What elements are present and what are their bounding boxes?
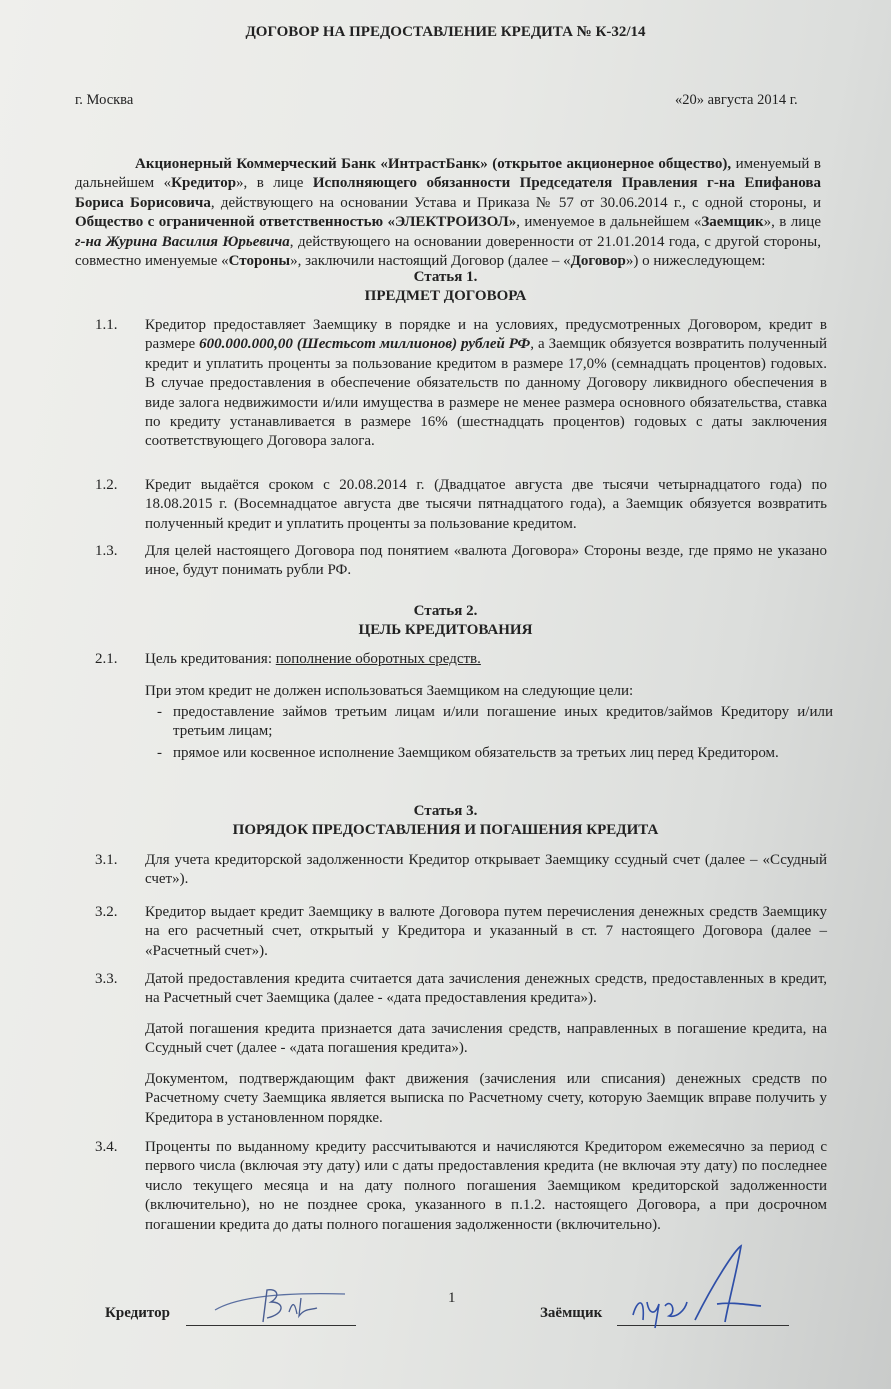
contract-term: Договор [570,253,626,270]
preamble-text: , действующего на основании доверенности от 21.01.2014 года, с другой стороны, совместно именуемые « [75,233,821,270]
borrower-signature [625,1240,775,1335]
preamble [75,155,821,271]
clause-number: 3.2. [95,904,118,920]
clause-number: 1.3. [95,543,118,559]
bullet-dash: - [157,704,162,720]
clause-text: , а Заемщик обязуется возвратить полученный кредит и уплатить проценты за пользование кредитом в размере 17,0% (семнадцать процентов) годовых. В случае предоставления в обеспечение обязательств по данному Договору ликвидного обеспечения в виде залога недвижимости и/или имущества в размере не менее размера основного обязательства, ставка по кредиту устанавливается в размере 16% (шестнадцать процентов) годовых с даты заключения соответствующего Договора залога. [145,336,828,450]
article-2-title: ЦЕЛЬ КРЕДИТОВАНИЯ [358,622,533,638]
restriction-intro: При этом кредит не должен использоваться Заемщиком на следующие цели: [145,683,634,699]
credit-amount: 600.000.000,00 (Шестьсот миллионов) рублей РФ [199,336,531,353]
credit-purpose: пополнение оборотных средств. [275,651,481,667]
clause-1-2: Кредит выдаётся сроком с 20.08.2014 г. (Двадцатое августа две тысячи четырнадцатого года) по 18.08.2015 г. (Восемнадцатое августа две тысячи пятнадцатого года), а Заемщик обязуется возвратить полученный кредит и уплатить проценты за пользование кредитом. [145,477,827,532]
clause-text: Кредитор предоставляет Заемщику в порядке и на условиях, предусмотренных Договором, кредит в размере [145,317,827,353]
article-1-heading: Статья 1. [413,269,478,285]
bullet-dash: - [157,745,162,761]
article-3-heading: Статья 3. [413,803,478,819]
page-number: 1 [448,1290,456,1306]
clause-2-1 [145,650,827,669]
borrower-label: Заёмщик [540,1305,603,1321]
article-3-title: ПОРЯДОК ПРЕДОСТАВЛЕНИЯ И ПОГАШЕНИЯ КРЕДИТА [232,822,659,838]
clause-text: Цель кредитования: [145,651,276,667]
preamble-text: , действующего на основании Устава и Приказа № 57 от 30.06.2014 г., с одной стороны, и [210,194,822,211]
creditor-representative: Исполняющего обязанности Председателя Правления г-на Епифанова Бориса Борисовича [75,175,821,211]
clause-number: 1.2. [95,477,118,493]
preamble-text: ») о нижеследующем: [625,253,766,270]
preamble-text: », заключили настоящий Договор (далее – « [290,253,571,270]
clause-number: 3.4. [95,1139,118,1155]
preamble-text: , именуемое в дальнейшем « [516,214,702,231]
preamble-text: », в лице [236,175,313,192]
clause-number: 2.1. [95,651,118,667]
preamble-text: », в лице [763,214,821,231]
clause-3-2: Кредитор выдает кредит Заемщику в валюте Договора путем перечисления денежных средств Заемщику на его расчетный счет, открытый у Кредитора и указанный в ст. 7 настоящего Договора (далее – «Расчетный счет»). [145,904,827,959]
contract-date: «20» августа 2014 г. [675,92,798,108]
creditor-label: Кредитор [105,1305,170,1321]
city: г. Москва [75,92,134,108]
document-title: ДОГОВОР НА ПРЕДОСТАВЛЕНИЕ КРЕДИТА № К-32/14 [245,24,646,40]
clause-number: 3.3. [95,971,118,987]
borrower-company: Общество с ограниченной ответственностью «ЭЛЕКТРОИЗОЛ» [75,214,517,231]
clause-3-4: Проценты по выданному кредиту рассчитываются и начисляются Кредитором ежемесячно за период с первого числа (включая эту дату) или с даты предоставления кредита (не включая эту дату) по последнее число текущего месяца и на дату полного погашения Заемщиком кредиторской задолженности (включительно), но не позднее срока, указанного в п.1.2. настоящего Договора, а при досрочном погашении кредита до даты полного погашения задолженности (включительно). [145,1139,827,1233]
borrower-term: Заемщик [701,214,764,231]
clause-3-3-p3: Документом, подтверждающим факт движения (зачисления или списания) денежных средств по Расчетному счету Заемщика является выписка по Расчетному счету, которую Заемщик вправе получить у Кредитора в установленном порядке. [145,1071,827,1126]
restriction-bullet-1: предоставление займов третьим лицам и/или погашение иных кредитов/займов Кредитору и/или третьим лицам; [173,704,833,740]
clause-3-3-p1: Датой предоставления кредита считается дата зачисления денежных средств, предоставленных в кредит, на Расчетный счет Заемщика (далее - «дата предоставления кредита»). [145,971,827,1007]
clause-3-1: Для учета кредиторской задолженности Кредитор открывает Заемщику ссудный счет (далее – «Ссудный счет»). [145,852,827,888]
bank-name: Акционерный Коммерческий Банк «ИнтрастБанк» (открытое акционерное общество), [135,156,732,172]
clause-number: 3.1. [95,852,118,868]
article-1-title: ПРЕДМЕТ ДОГОВОРА [364,288,527,304]
clause-1-1 [145,316,827,452]
borrower-representative: г-на Журина Василия Юрьевича [75,233,290,250]
clause-3-3-p2: Датой погашения кредита признается дата зачисления средств, направленных в погашение кредита, на Ссудный счет (далее - «дата погашения кредита»). [145,1021,827,1057]
parties-term: Стороны [228,253,291,270]
article-2-heading: Статья 2. [413,603,478,619]
restriction-bullet-2: прямое или косвенное исполнение Заемщиком обязательств за третьих лиц перед Кредитором. [173,745,779,761]
creditor-signature [205,1278,355,1328]
creditor-term: Кредитор [171,175,237,192]
clause-1-3: Для целей настоящего Договора под понятием «валюта Договора» Стороны везде, где прямо не указано иное, будут понимать рубли РФ. [145,543,827,579]
preamble-text: именуемый в дальнейшем « [75,156,821,192]
clause-number: 1.1. [95,317,118,333]
